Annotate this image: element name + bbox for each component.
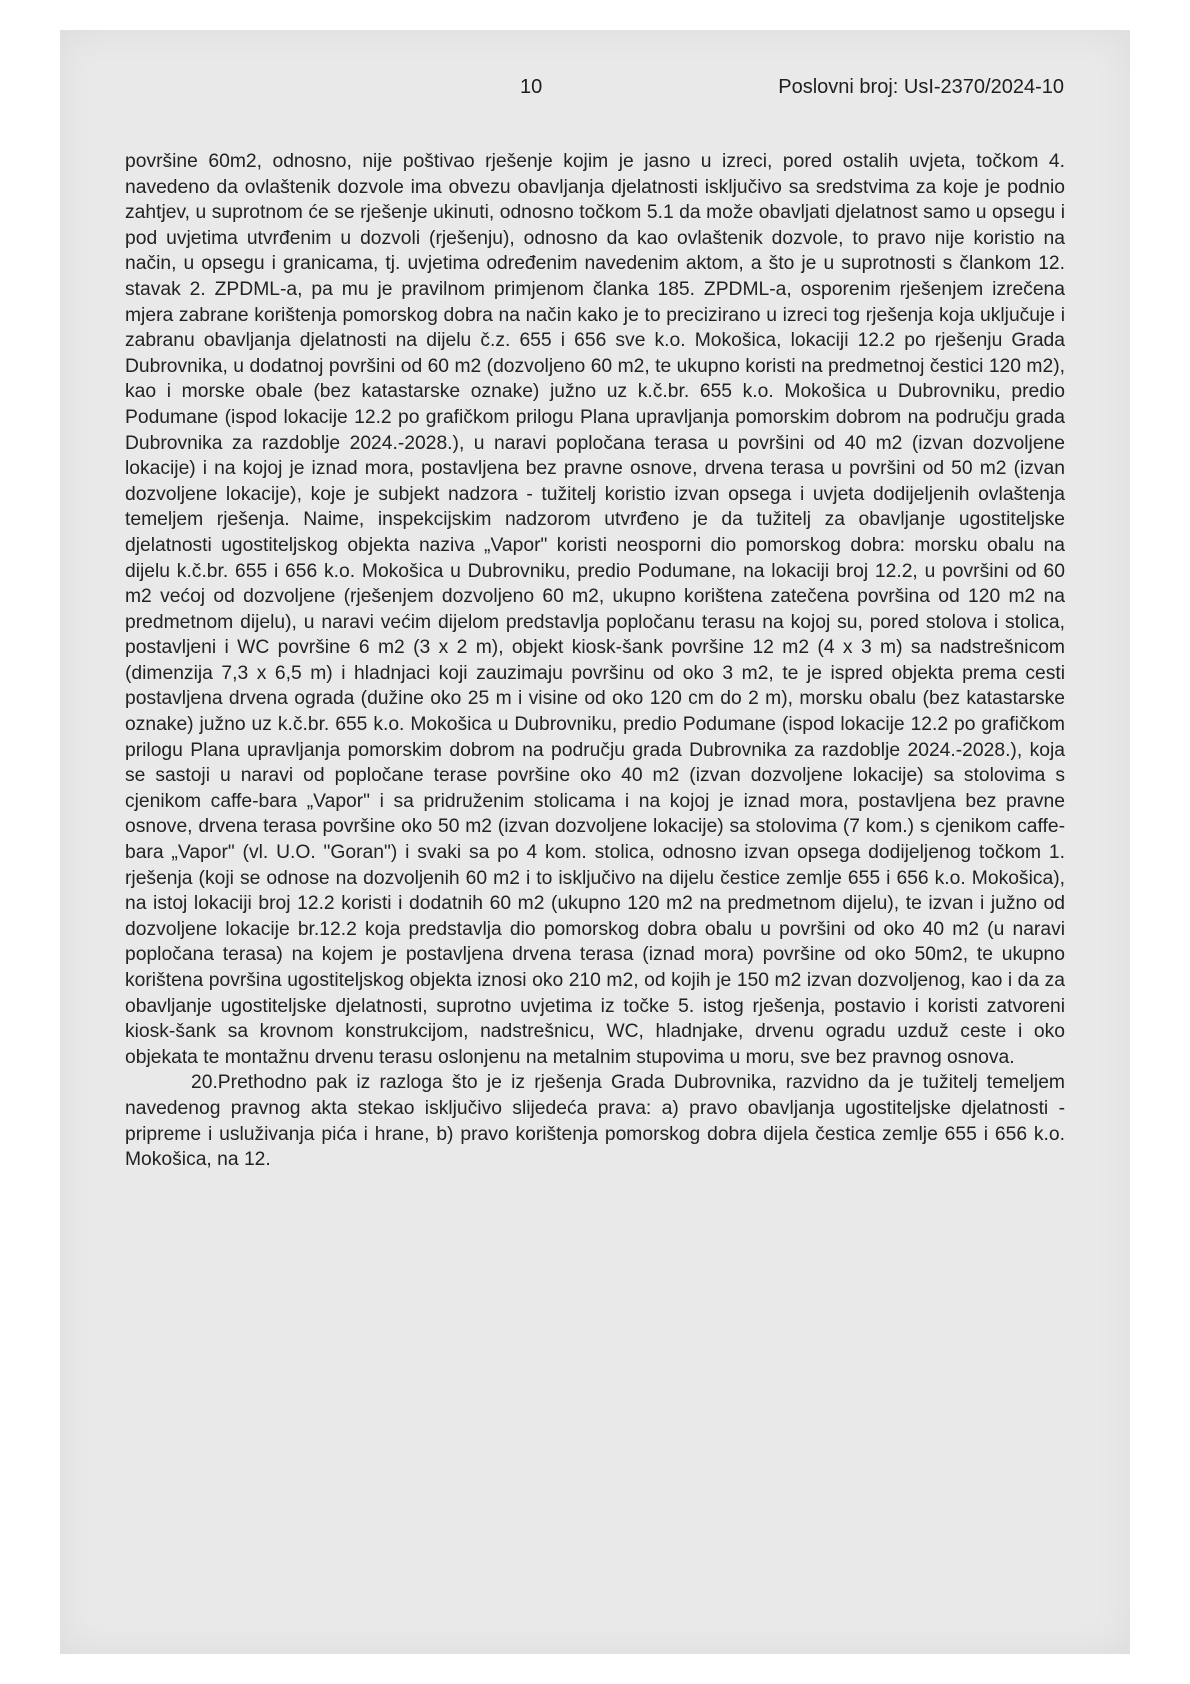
page-header (60, 76, 1130, 106)
page-number: 10 (520, 76, 543, 98)
scanned-page (60, 30, 1130, 1654)
paragraph-20: 20.Prethodno pak iz razloga što je iz rješenja Grada Dubrovnika, razvidno da je tužitelj temeljem navedenog pravnog akta stekao isključivo slijedeća prava: a) pravo obavljanja ugostiteljske djelatnosti - pripreme i usluživanja pića i hrane, b) pravo korištenja pomorskog dobra dijela čestica zemlje 655 i 656 k.o. Mokošica, na 12. (125, 1072, 1065, 1171)
document-body (125, 149, 1065, 1173)
case-number: Poslovni broj: UsI-2370/2024-10 (778, 76, 1064, 98)
paragraph-19-continuation: površine 60m2, odnosno, nije poštivao rješenje kojim je jasno u izreci, pored ostalih uvjeta, točkom 4. navedeno da ovlaštenik dozvole ima obvezu obavljanja djelatnosti isključivo sa sredstvima za koje je podnio zahtjev, u suprotnom će se rješenje ukinuti, odnosno točkom 5.1 da može obavljati djelatnost samo u opsegu i pod uvjetima utvrđenim u dozvoli (rješenju), odnosno da kao ovlaštenik dozvole, to pravo nije koristio na način, u opsegu i granicama, tj. uvjetima određenim navedenim aktom, a što je u suprotnosti s člankom 12. stavak 2. ZPDML-a, pa mu je pravilnom primjenom članka 185. ZPDML-a, osporenim rješenjem izrečena mjera zabrane korištenja pomorskog dobra na način kako je to precizirano u izreci tog rješenja koja uključuje i zabranu obavljanja djelatnosti na dijelu č.z. 655 i 656 sve k.o. Mokošica, lokaciji 12.2 po rješenju Grada Dubrovnika, u dodatnoj površini od 60 m2 (dozvoljeno 60 m2, te ukupno koristi na predmetnoj čestici 120 m2), kao i morske obale (bez katastarske oznake) južno uz k.č.br. 655 k.o. Mokošica u Dubrovniku, predio Podumane (ispod lokacije 12.2 po grafičkom prilogu Plana upravljanja pomorskim dobrom na području grada Dubrovnika za razdoblje 2024.-2028.), u naravi popločana terasa u površini od 40 m2 (izvan dozvoljene lokacije) i na kojoj je iznad mora, postavljena bez pravne osnove, drvena terasa u površini od 50 m2 (izvan dozvoljene lokacije), koje je subjekt nadzora - tužitelj koristio izvan opsega i uvjeta dodijeljenih ovlaštenja temeljem rješenja. Naime, inspekcijskim nadzorom utvrđeno je da tužitelj za obavljanje ugostiteljske djelatnosti ugostiteljskog objekta naziva „Vapor" koristi neosporni dio pomorskog dobra: morsku obalu na dijelu k.č.br. 655 i 656 k.o. Mokošica u Dubrovniku, predio Podumane, na lokaciji broj 12.2, u površini od 60 m2 većoj od dozvoljene (rješenjem dozvoljeno 60 m2, ukupno korištena zatečena površina od 120 m2 na predmetnom dijelu), u naravi većim dijelom predstavlja popločanu terasu na kojoj su, pored stolova i stolica, postavljeni i WC površine 6 m2 (3 x 2 m), objekt kiosk-šank površine 12 m2 (4 x 3 m) sa nadstrešnicom (dimenzija 7,3 x 6,5 m) i hladnjaci koji zauzimaju površinu od oko 3 m2, te je ispred objekta prema cesti postavljena drvena ograda (dužine oko 25 m i visine od oko 120 cm do 2 m), morsku obalu (bez katastarske oznake) južno uz k.č.br. 655 k.o. Mokošica u Dubrovniku, predio Podumane (ispod lokacije 12.2 po grafičkom prilogu Plana upravljanja pomorskim dobrom na području grada Dubrovnika za razdoblje 2024.-2028.), koja se sastoji u naravi od popločane terase površine oko 40 m2 (izvan dozvoljene lokacije) sa stolovima s cjenikom caffe-bara „Vapor" i sa pridruženim stolicama i na kojoj je iznad mora, postavljena bez pravne osnove, drvena terasa površine oko 50 m2 (izvan dozvoljene lokacije) sa stolovima (7 kom.) s cjenikom caffe-bara „Vapor" (vl. U.O. "Goran") i svaki sa po 4 kom. stolica, odnosno izvan opsega dodijeljenog točkom 1. rješenja (koji se odnose na dozvoljenih 60 m2 i to isključivo na dijelu čestice zemlje 655 i 656 k.o. Mokošica), na istoj lokaciji broj 12.2 koristi i dodatnih 60 m2 (ukupno 120 m2 na predmetnom dijelu), te izvan i južno od dozvoljene lokacije br.12.2 koja predstavlja dio pomorskog dobra obalu u površini od oko 40 m2 (u naravi popločana terasa) na kojem je postavljena drvena terasa (iznad mora) površine od oko 50m2, te ukupno korištena površina ugostiteljskog objekta iznosi oko 210 m2, od kojih je 150 m2 izvan dozvoljenog, kao i da za obavljanje ugostiteljske djelatnosti, suprotno uvjetima iz točke 5. istog rješenja, postavio i koristi zatvoreni kiosk-šank sa krovnom konstrukcijom, nadstrešnicu, WC, hladnjake, drvenu ogradu uzduž ceste i oko objekata te montažnu drvenu terasu oslonjenu na metalnim stupovima u moru, sve bez pravnog osnova. (125, 151, 1065, 1068)
